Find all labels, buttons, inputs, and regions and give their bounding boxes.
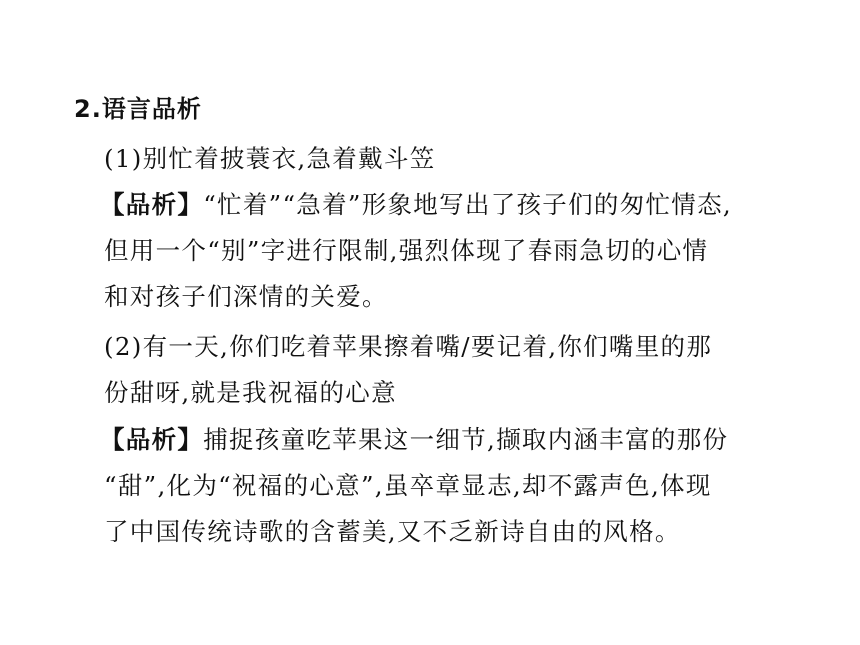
analysis-2-line-3: 了中国传统诗歌的含蓄美,又不乏新诗自由的风格。: [104, 517, 681, 546]
analysis-2-text-1: 捕捉孩童吃苹果这一细节,撷取内涵丰富的那份: [203, 425, 729, 454]
analysis-2-line-2: “甜”,化为“祝福的心意”,虽卒章显志,却不露声色,体现: [104, 471, 712, 500]
poem-quote-2-line-2: 份甜呀,就是我祝福的心意: [104, 378, 397, 407]
analysis-2-line-1: [100, 425, 728, 455]
analysis-1-text-1: “忙着”“急着”形象地写出了孩子们的匆忙情态,: [203, 190, 732, 219]
analysis-tag: 【品析】: [100, 190, 204, 219]
analysis-1-line-2: 但用一个“别”字进行限制,强烈体现了春雨急切的心情: [104, 236, 709, 265]
analysis-tag: 【品析】: [100, 425, 204, 454]
poem-quote-2-line-1: (2)有一天,你们吃着苹果擦着嘴/要记着,你们嘴里的那: [104, 332, 713, 361]
analysis-1-line-1: [100, 190, 732, 220]
section-heading: 2.语言品析: [74, 95, 202, 123]
poem-quote-1: (1)别忙着披蓑衣,急着戴斗笠: [104, 144, 436, 173]
analysis-1-line-3: 和对孩子们深情的关爱。: [104, 282, 388, 311]
